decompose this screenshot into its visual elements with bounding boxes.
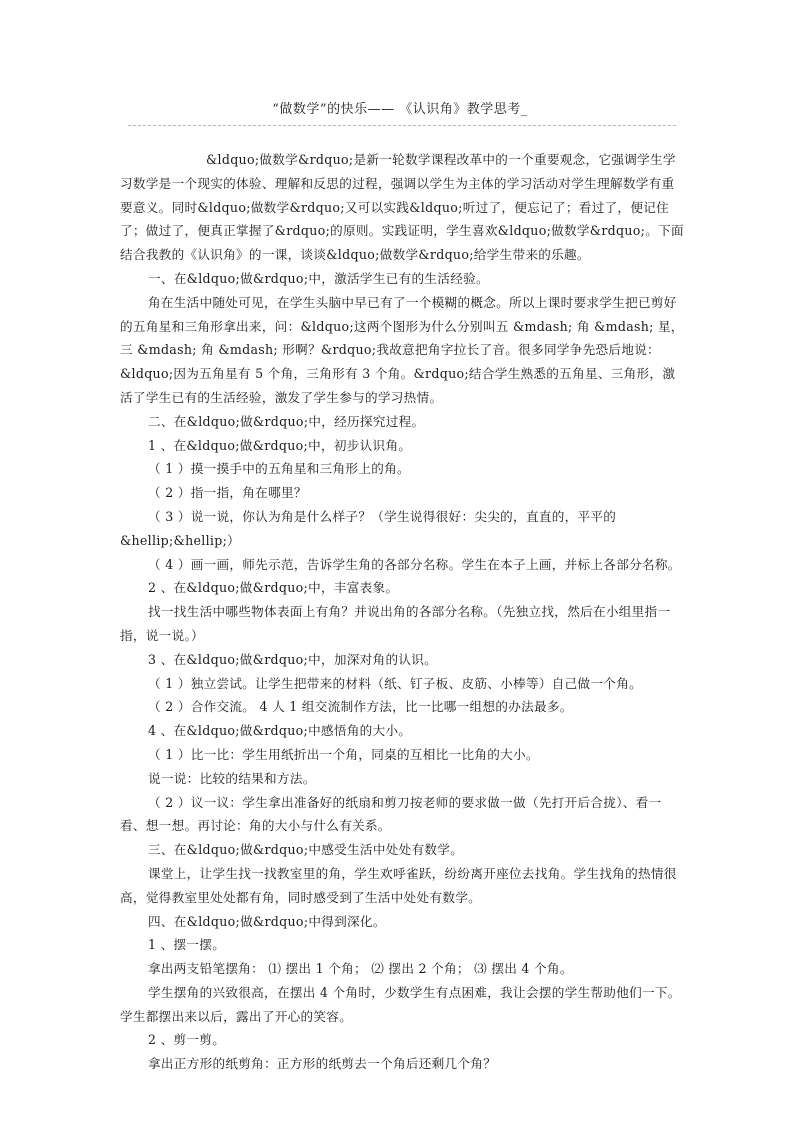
subheading: 2 、在&ldquo;做&rdquo;中，丰富表象。 — [148, 580, 399, 596]
list-item: （ 1 ）摸一摸手中的五角星和三角形上的角。 — [148, 461, 410, 477]
subheading: 3 、在&ldquo;做&rdquo;中，加深对角的认识。 — [148, 651, 438, 667]
paragraph: 拿出两支铅笔摆角： ⑴ 摆出 1 个角； ⑵ 摆出 2 个角； ⑶ 摆出 4 个角。 — [148, 961, 573, 977]
paragraph: 课堂上，让学生找一找教室里的角，学生欢呼雀跃，纷纷离开座位去找角。学生找角的热情很高，觉得教室里处处都有角，同时感受到了生活中处处有数学。 — [120, 865, 677, 905]
subheading: 1 、摆一摆。 — [148, 937, 226, 953]
document-body — [120, 148, 686, 1076]
heading-section-2: 二、在&ldquo;做&rdquo;中，经历探究过程。 — [148, 413, 425, 429]
list-item: （ 2 ）合作交流。 4 人 1 组交流制作方法，比一比哪一组想的办法最多。 — [148, 699, 573, 715]
paragraph: 角在生活中随处可见，在学生头脑中早已有了一个模糊的概念。所以上课时要求学生把已剪好的五角星和三角形拿出来，问：&ldquo;这两个图形为什么分别叫五 &mdash; 角 &mdash; 星，三 &mdash; 角 &mdash; 形啊？&rdquo;我故意把角字拉长了音。很多同学争先恐后地说：&ldquo;因为五角星有 5 个角，三角形有 3 个角。&rdquo;结合学生熟悉的五角星、三角形，激活了学生已有的生活经验，激发了学生参与的学习热情。 — [120, 294, 684, 405]
subheading: 4 、在&ldquo;做&rdquo;中感悟角的大小。 — [148, 723, 412, 739]
heading-section-3: 三、在&ldquo;做&rdquo;中感受生活中处处有数学。 — [148, 842, 464, 858]
paragraph-intro: &ldquo;做数学&rdquo;是新一轮数学课程改革中的一个重要观念，它强调学生学习数学是一个现实的体验、理解和反思的过程，强调以学生为主体的学习活动对学生理解数学有重要意义。同时&ldquo;做数学&rdquo;又可以实践&ldquo;听过了，便忘记了；看过了，便记住了；做过了，便真正掌握了&rdquo;的原则。实践证明，学生喜欢&ldquo;做数学&rdquo;。下面结合我教的《认识角》的一课，谈谈&ldquo;做数学&rdquo;给学生带来的乐趣。 — [120, 152, 684, 263]
subheading: 2 、剪一剪。 — [148, 1032, 226, 1048]
list-item: （ 3 ）说一说，你认为角是什么样子？（学生说得很好：尖尖的，直直的，平平的&hellip;&hellip;） — [120, 508, 617, 548]
title-divider — [128, 125, 676, 126]
paragraph: 说一说：比较的结果和方法。 — [148, 770, 316, 786]
list-item: （ 1 ）比一比：学生用纸折出一个角，同桌的互相比一比角的大小。 — [148, 746, 539, 762]
list-item: （ 4 ）画一画，师先示范，告诉学生角的各部分名称。学生在本子上画，并标上各部分名称。 — [148, 556, 681, 572]
list-item: （ 1 ）独立尝试。让学生把带来的材料（纸、钉子板、皮筋、小棒等）自己做一个角。 — [148, 675, 642, 691]
paragraph: 学生摆角的兴致很高，在摆出 4 个角时，少数学生有点困难，我让会摆的学生帮助他们一下。学生都摆出来以后，露出了开心的笑容。 — [120, 984, 681, 1024]
list-item: （ 2 ）指一指，角在哪里？ — [148, 485, 307, 501]
document-title: “做数学”的快乐—— 《认识角》教学思考_ — [272, 102, 528, 117]
heading-section-4: 四、在&ldquo;做&rdquo;中得到深化。 — [148, 913, 386, 929]
paragraph: 找一找生活中哪些物体表面上有角？并说出角的各部分名称。（先独立找，然后在小组里指一指，说一说。） — [120, 604, 671, 643]
heading-section-1: 一、在&ldquo;做&rdquo;中，激活学生已有的生活经验。 — [148, 270, 489, 286]
paragraph: 拿出正方形的纸剪角：正方形的纸剪去一个角后还剩几个角？ — [148, 1056, 497, 1072]
subheading: 1 、在&ldquo;做&rdquo;中，初步认识角。 — [148, 437, 412, 453]
list-item: （ 2 ）议一议：学生拿出准备好的纸扇和剪刀按老师的要求做一做（先打开后合拢）、看一看、想一想。再讨论：角的大小与什么有关系。 — [120, 794, 662, 834]
